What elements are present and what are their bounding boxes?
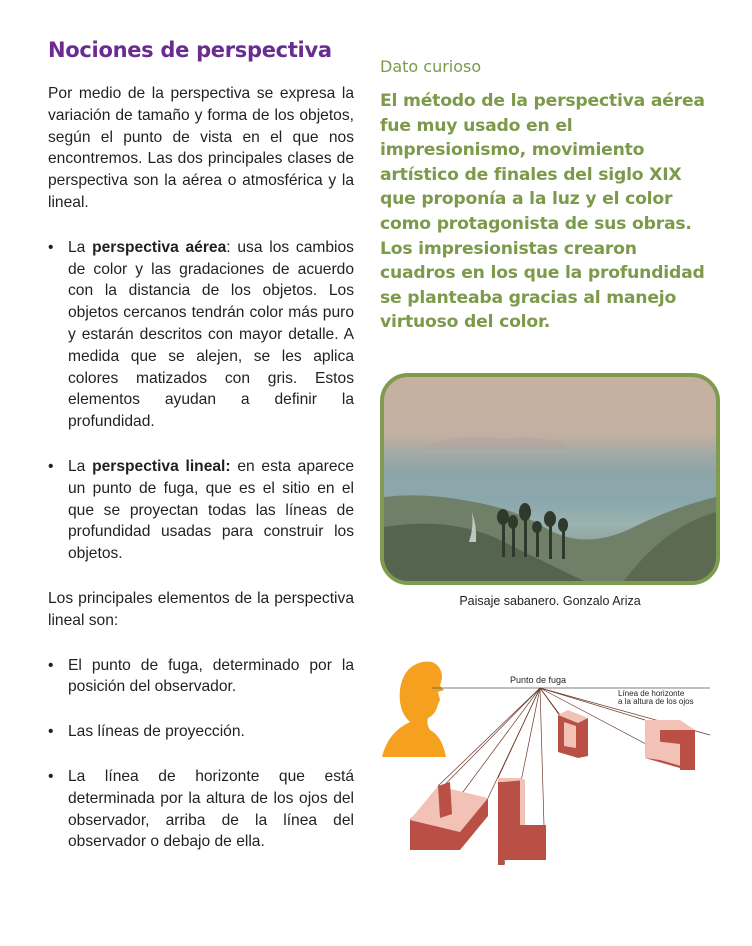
bullet-prefix: La bbox=[68, 238, 93, 256]
element-item bbox=[48, 766, 354, 853]
bullet-mark: • bbox=[48, 238, 54, 256]
block-far-center bbox=[558, 710, 588, 758]
element-item bbox=[48, 655, 354, 699]
painting-landscape bbox=[384, 377, 716, 581]
bullet-mark: • bbox=[48, 656, 54, 674]
block-left bbox=[410, 782, 488, 850]
block-center bbox=[498, 778, 546, 865]
horizon-label-line2: a la altura de los ojos bbox=[618, 697, 694, 706]
elements-intro: Los principales elementos de la perspectiva lineal son: bbox=[48, 589, 354, 629]
term-linear: perspectiva lineal: bbox=[92, 457, 231, 475]
bullet-mark: • bbox=[48, 457, 54, 475]
bullet-aerial-text: : usa los cambios de color y las gradaciones de acuerdo con la distancia de los objetos. Los objetos cercanos tendrán color más puro y estarán descritos con mayor detalle. A medida que se alejen, se les aplica colores matizados con gris. Estos elementos ayudan a definir la profundidad. bbox=[68, 238, 354, 431]
main-text-column bbox=[48, 83, 354, 853]
bullet-linear-text: en esta aparece un punto de fuga, que es el sitio en el que se proyectan todas las líneas de profundidad usadas para construir los objetos. bbox=[68, 457, 355, 563]
page-title: Nociones de perspectiva bbox=[48, 38, 332, 62]
vanishing-point-label: Punto de fuga bbox=[510, 675, 567, 685]
element-horizon-line: La línea de horizonte que está determinada por la altura de los ojos del observador, arriba de la línea del observador o debajo de ella. bbox=[68, 767, 354, 851]
intro-paragraph: Por medio de la perspectiva se expresa la variación de tamaño y forma de los objetos, según el punto de vista en el que nos encontremos. Las dos principales clases de perspectiva son la aérea o atmosférica y la lineal. bbox=[48, 85, 354, 211]
painting-image bbox=[380, 373, 720, 585]
element-projection-lines: Las líneas de proyección. bbox=[68, 723, 245, 741]
horizon-label-line1: Línea de horizonte bbox=[618, 689, 685, 698]
term-aerial: perspectiva aérea bbox=[92, 238, 227, 256]
observer-silhouette bbox=[382, 662, 446, 757]
bullet-mark: • bbox=[48, 767, 54, 785]
linear-perspective-diagram bbox=[380, 660, 720, 890]
bullet-mark: • bbox=[48, 723, 54, 741]
bullet-prefix: La bbox=[68, 457, 93, 475]
element-item bbox=[48, 721, 354, 743]
bullet-linear bbox=[48, 456, 354, 565]
block-right bbox=[645, 720, 695, 770]
element-vanishing-point: El punto de fuga, determinado por la posición del observador. bbox=[68, 656, 354, 696]
dato-curioso-label: Dato curioso bbox=[380, 57, 482, 76]
dato-curioso-text: El método de la perspectiva aérea fue muy usado en el impresionismo, movimiento artístico de finales del siglo XIX que proponía a la luz y el color como protagonista de sus obras. Los impresionistas crearon cuadros en los que la profundidad se planteaba gracias al manejo virtuoso del color. bbox=[380, 91, 705, 333]
bullet-aerial bbox=[48, 237, 354, 433]
painting-caption: Paisaje sabanero. Gonzalo Ariza bbox=[459, 594, 641, 608]
